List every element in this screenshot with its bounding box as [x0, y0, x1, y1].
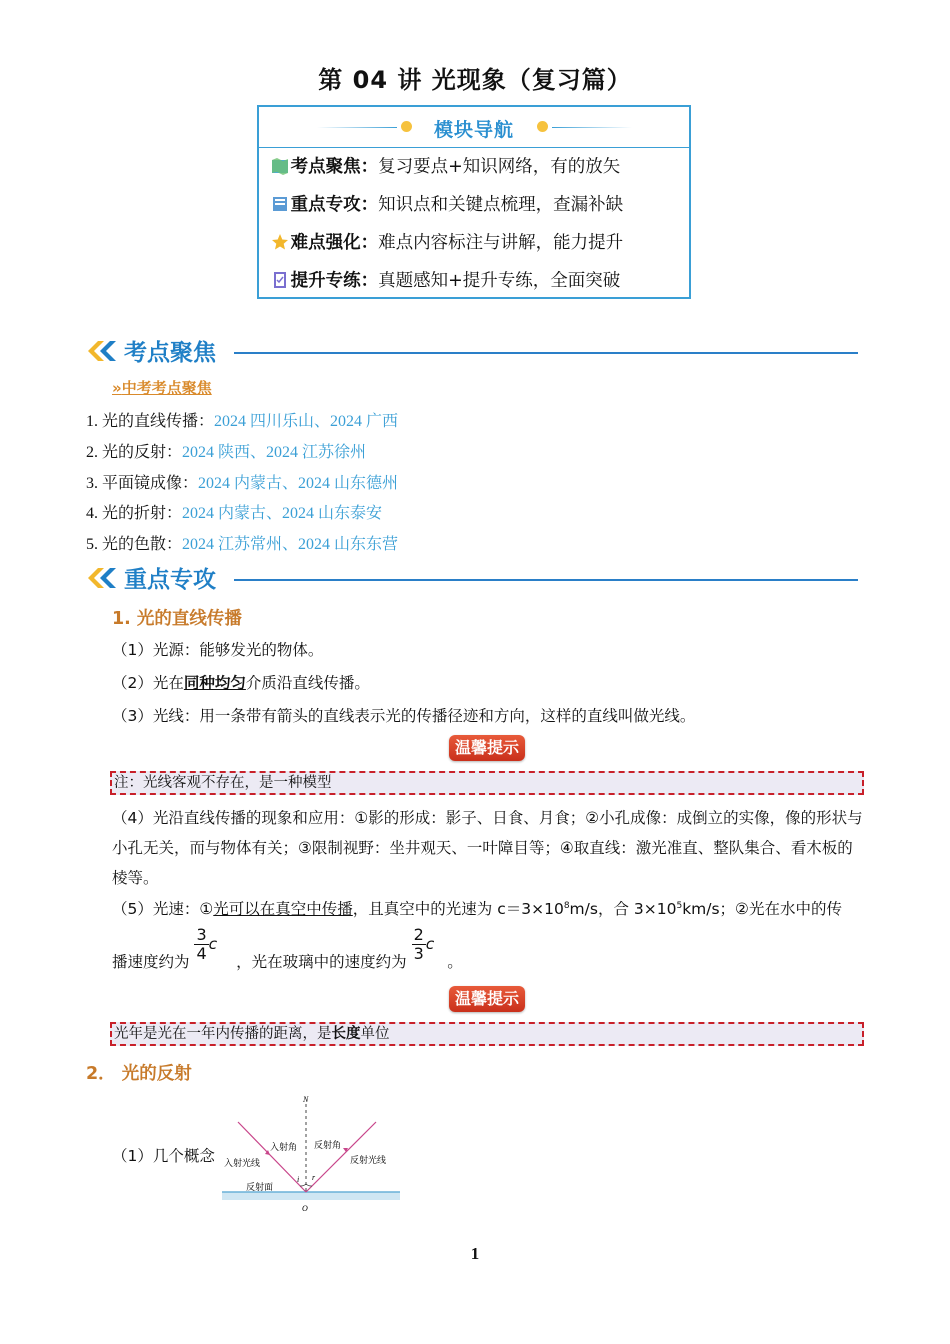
text: km/s；②光在水中的传: [682, 900, 842, 919]
item-label: 4. 光的折射：: [86, 505, 183, 522]
module-nav-heading: 模块导航: [433, 119, 514, 141]
item-link[interactable]: 2024 四川乐山、2024 广西: [214, 413, 399, 430]
section-title: 重点专攻: [124, 567, 216, 593]
paragraph: [112, 668, 864, 698]
item-label: 5. 光的色散：: [86, 536, 183, 553]
text: ，光在玻璃中的速度约为: [236, 953, 407, 971]
normal-label: N: [303, 1095, 309, 1104]
nav-row-label: 提升专练：: [290, 271, 379, 291]
text: （5）光速：①: [112, 900, 214, 919]
text: ，且真空中的光速为 c＝3×10: [352, 900, 564, 919]
text: 光年是光在一年内传播的距离，是: [114, 1026, 332, 1042]
denominator: 3: [413, 944, 424, 963]
list-item: [86, 408, 398, 431]
section-rule: [234, 579, 858, 581]
paragraph: （1）几个概念: [112, 1147, 215, 1165]
denominator: 4: [196, 944, 207, 963]
exponent: 8: [563, 901, 570, 911]
nav-row-focus: [271, 153, 620, 178]
surface-label: 反射面: [246, 1183, 274, 1193]
nav-row-text: 真题感知+提升专练，全面突破: [378, 271, 621, 291]
subheading-exam-focus: [112, 377, 212, 398]
point-title-reflection: 2． 光的反射: [86, 1064, 192, 1084]
item-link[interactable]: 2024 陕西、2024 江苏徐州: [182, 444, 367, 461]
item-link[interactable]: 2024 内蒙古、2024 山东泰安: [182, 505, 383, 522]
nav-row-text: 知识点和关键点梳理，查漏补缺: [378, 195, 624, 215]
page-title: 第 04 讲 光现象（复习篇）: [318, 66, 632, 94]
nav-row-difficult: [271, 229, 623, 254]
fraction-three-quarters: [194, 926, 208, 963]
nav-row-practice: [271, 267, 620, 292]
reflection-diagram: [218, 1092, 404, 1216]
subheading-text: 中考考点聚焦: [121, 379, 212, 397]
nav-row-label: 考点聚焦：: [290, 157, 379, 177]
module-nav-header: [259, 107, 689, 148]
small-chevron-icon: »: [112, 379, 122, 397]
text: 介质沿直线传播。: [245, 674, 370, 692]
numerator: 2: [413, 925, 424, 944]
incident-ray-label: 入射光线: [224, 1159, 261, 1169]
incident-ray: [238, 1122, 306, 1192]
emphasis-text: 同种均匀: [183, 674, 246, 692]
module-nav-box: [257, 105, 691, 299]
paragraph: （1）光源：能够发光的物体。: [112, 641, 324, 659]
reflect-angle-label: 反射角: [314, 1141, 342, 1151]
text: 单位: [360, 1026, 390, 1042]
text: 。: [447, 953, 463, 971]
item-label: 3. 平面镜成像：: [86, 475, 199, 492]
variable: c: [208, 935, 218, 953]
list-item: [86, 500, 382, 523]
mirror-surface: [222, 1192, 400, 1200]
nav-row-text: 难点内容标注与讲解，能力提升: [378, 233, 624, 253]
map-icon: [271, 157, 289, 175]
nav-decor-dot-right: [537, 121, 548, 132]
numerator: 3: [196, 925, 207, 944]
text: （2）光在: [112, 674, 184, 692]
nav-row-text: 复习要点+知识网络，有的放矢: [378, 157, 621, 177]
incident-angle-label: 入射角: [270, 1143, 298, 1153]
underlined-text: 光可以在真空中传播: [213, 900, 353, 919]
exponent: 5: [676, 901, 683, 911]
list-item: [86, 531, 398, 554]
nav-row-label: 难点强化：: [290, 233, 379, 253]
section-title: 考点聚焦: [124, 340, 216, 366]
point-title-straight-line: 1. 光的直线传播: [112, 609, 242, 629]
tip-badge: 温馨提示: [449, 986, 525, 1012]
variable: c: [425, 935, 435, 953]
angle-i-arc: [300, 1184, 306, 1186]
i-label: i: [297, 1175, 300, 1184]
book-icon: [271, 195, 289, 213]
item-label: 1. 光的直线传播：: [86, 413, 215, 430]
note-box: 注：光线客观不存在，是一种模型: [110, 771, 864, 795]
list-item: [86, 439, 366, 462]
item-label: 2. 光的反射：: [86, 444, 183, 461]
double-chevron-icon: [88, 567, 120, 589]
text: m/s，合 3×10: [569, 900, 677, 919]
paragraph-light-speed: [112, 891, 864, 924]
double-chevron-icon: [88, 340, 120, 362]
nav-row-label: 重点专攻：: [290, 195, 379, 215]
angle-r-arc: [306, 1184, 312, 1186]
section-rule: [234, 352, 858, 354]
r-label: r: [312, 1173, 316, 1182]
text: 播速度约为: [112, 953, 190, 971]
paragraph: （4）光沿直线传播的现象和应用：①影的形成：影子、日食、月食；②小孔成像：成倒立的实像，像的形状与小孔无关，而与物体有关；③限制视野：坐井观天、一叶障目等；④取直线：激光准直、整队集合、看木板的棱等。: [112, 809, 863, 887]
tip-badge: 温馨提示: [449, 735, 525, 761]
fraction-two-thirds: [412, 926, 426, 963]
note-box: [110, 1022, 864, 1046]
page-number: 1: [470, 1244, 480, 1263]
reflected-ray-label: 反射光线: [350, 1156, 387, 1166]
paragraph: （3）光线：用一条带有箭头的直线表示光的传播径迹和方向，这样的直线叫做光线。: [112, 707, 696, 725]
item-link[interactable]: 2024 江苏常州、2024 山东东营: [182, 536, 399, 553]
nav-decor-line-right: [552, 127, 632, 128]
item-link[interactable]: 2024 内蒙古、2024 山东德州: [198, 475, 399, 492]
list-item: [86, 470, 398, 493]
point-o-label: O: [302, 1204, 308, 1213]
checklist-icon: [271, 271, 289, 289]
nav-row-key: [271, 191, 623, 216]
emphasis-text: 长度: [331, 1026, 361, 1042]
paragraph-speed-fractions: [112, 926, 864, 972]
star-icon: [271, 233, 289, 251]
